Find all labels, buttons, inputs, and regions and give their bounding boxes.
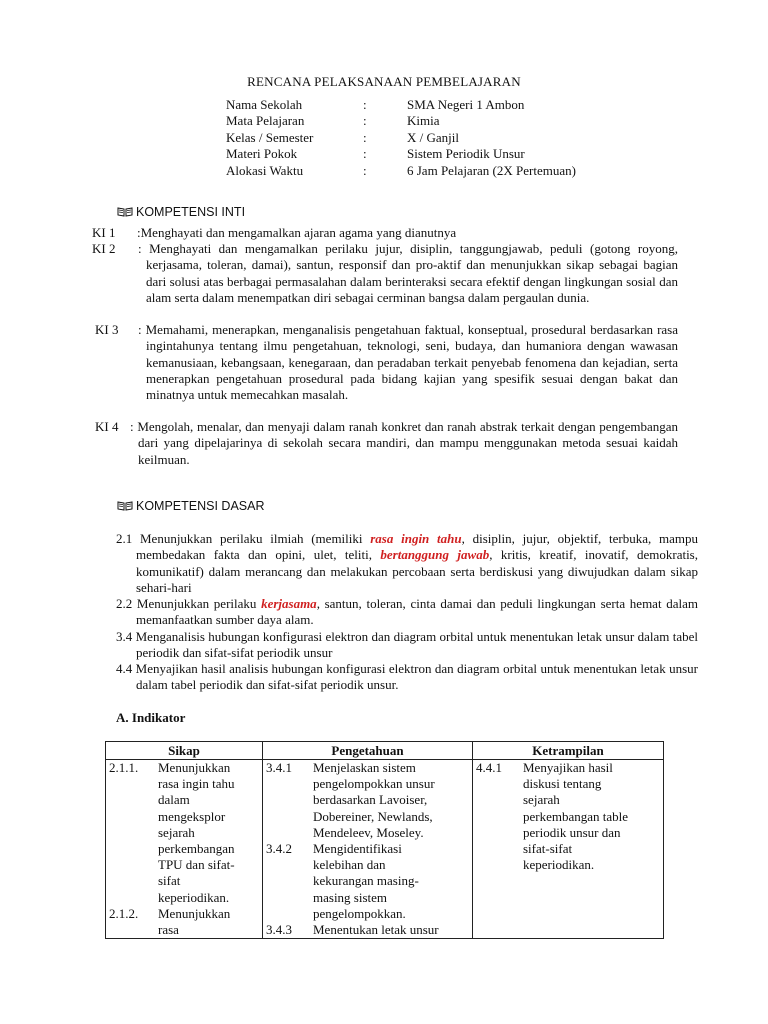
kd-heading-label: KOMPETENSI DASAR (136, 499, 265, 513)
kd-text: , santun, toleran, cinta damai dan peduli lingkungan serta hemat dalam memanfaatkan sumber daya alam. (136, 596, 698, 628)
ki-text: : Memahami, menerapkan, menganalisis pengetahuan faktual, konseptual, prosedural berdasarkan rasa ingintahunya tentang ilmu pengetahuan, teknologi, seni, budaya, dan humaniora dengan wawasan kemanusiaan, kebangsaan, kenegaraan, dan peradaban terkait penyebab fenomena dan kejadian, serta menerapkan pengetahuan prosedural pada bidang kajian yang spesifik sesuai dengan bakat dan minatnya untuk memecahkan masalah. (138, 322, 678, 403)
identity-colon: : (363, 162, 367, 178)
indicator-text-line: Mengidentifikasi (313, 841, 402, 857)
indicator-text-line: Menunjukkan (158, 905, 231, 921)
ki-label: KI 2 (92, 241, 116, 256)
indicator-text-line: Menentukan letak unsur (313, 922, 439, 938)
indicator-text-line: sifat-sifat (523, 841, 573, 857)
identity-value: Kimia (407, 113, 440, 129)
identity-value: Sistem Periodik Unsur (407, 146, 525, 162)
ki-label: KI 1 (92, 225, 116, 240)
indicator-text-line: Dobereiner, Newlands, (313, 808, 433, 824)
ki-1 (92, 225, 678, 241)
indicator-text-line: rasa ingin tahu (158, 776, 235, 792)
book-icon (117, 207, 133, 217)
kd-2-1 (116, 531, 698, 596)
indicator-text-line: pengelompokkan. (313, 905, 406, 921)
kd-text: 2.1 Menunjukkan perilaku ilmiah (memiliki (116, 531, 371, 546)
indicator-item (263, 760, 472, 841)
indicator-text-line: mengeksplor (158, 808, 226, 824)
indicator-number: 3.4.3 (266, 922, 292, 938)
indicator-text-line: TPU dan sifat- (158, 857, 235, 873)
identity-row (226, 97, 576, 113)
kd-highlight: kerjasama (261, 596, 317, 611)
identity-value: 6 Jam Pelajaran (2X Pertemuan) (407, 162, 576, 178)
kd-text: , disiplin, jujur, objektif, terbuka, mampu membedakan fakta dan opini, ulet, teliti, (136, 531, 699, 563)
kd-2-2 (116, 596, 698, 629)
indicator-number: 4.4.1 (476, 760, 502, 775)
indicator-number: 2.1.1. (109, 760, 139, 775)
indicator-text-line: Menyajikan hasil (523, 760, 613, 775)
indicator-item (106, 760, 262, 906)
identity-row (226, 130, 576, 146)
kd-text: 2.2 Menunjukkan perilaku (116, 596, 262, 611)
indicator-text-line: berdasarkan Lavoiser, (313, 792, 428, 808)
indicator-item (473, 760, 663, 873)
ki-3 (92, 322, 678, 403)
indicator-text-line: sifat (158, 873, 181, 889)
identity-key: Nama Sekolah (226, 97, 303, 112)
indicator-text-line: perkembangan (158, 841, 235, 857)
kd-3-4: 3.4 Menganalisis hubungan konfigurasi elektron dan diagram orbital untuk menentukan letak unsur dalam tabel periodik dan sifat-sifat periodik unsur (116, 629, 698, 661)
indikator-title: A. Indikator (116, 710, 186, 725)
pengetahuan-cell (263, 760, 473, 939)
identity-key: Alokasi Waktu (226, 162, 304, 178)
indicator-text-line: keperiodikan. (523, 857, 595, 873)
indicator-number: 3.4.2 (266, 841, 292, 857)
ki-heading (117, 205, 245, 219)
identity-value: X / Ganjil (407, 129, 459, 145)
identity-row (226, 113, 576, 129)
identity-row (226, 163, 576, 179)
identity-key: Kelas / Semester (226, 129, 314, 145)
col-header-ketrampilan: Ketrampilan (473, 742, 664, 760)
indicator-text-line: kekurangan masing- (313, 873, 419, 889)
indicator-text-line: kelebihan dan (313, 857, 386, 873)
indicator-text-line: pengelompokkan unsur (313, 776, 435, 792)
indicator-text-line: sejarah (523, 792, 560, 808)
indicator-text-line: rasa (158, 922, 179, 938)
ki-label: KI 3 (95, 322, 119, 337)
identity-colon: : (363, 129, 367, 145)
ki-text: : Mengolah, menalar, dan menyaji dalam ranah konkret dan ranah abstrak terkait dengan pengembangan dari yang dipelajarinya di sekolah secara mandiri, dan mampu menggunakan metoda sesuai kaidah keilmuan. (130, 419, 678, 467)
indicator-text-line: periodik unsur dan (523, 824, 621, 840)
kd-highlight: rasa ingin tahu (370, 531, 462, 546)
indicator-text-line: masing sistem (313, 889, 388, 905)
indicator-text-line: keperiodikan. (158, 889, 230, 905)
indicator-item (263, 841, 472, 922)
indicator-number: 2.1.2. (109, 905, 139, 921)
kd-4-4: 4.4 Menyajikan hasil analisis hubungan konfigurasi elektron dan diagram orbital untuk menentukan letak unsur dalam tabel periodik dan sifat-sifat periodik unsur. (116, 661, 698, 693)
ketrampilan-cell (473, 760, 664, 939)
indicator-text-line: dalam (158, 792, 190, 808)
identity-colon: : (363, 146, 367, 162)
identity-key: Materi Pokok (226, 146, 298, 162)
ki-label: KI 4 (95, 419, 119, 434)
kd-text: , kritis, kreatif, inovatif, demokratis, komunikatif) dalam merancang dan melakukan percobaan serta berdiskusi yang diwujudkan dalam sikap sehari-hari (136, 547, 698, 595)
identity-table (226, 97, 576, 179)
col-header-sikap: Sikap (106, 742, 263, 760)
ki-text: :Menghayati dan mengamalkan ajaran agama yang dianutnya (137, 225, 457, 240)
indicator-text-line: diskusi tentang (523, 776, 602, 792)
kd-heading (117, 499, 265, 513)
col-header-pengetahuan: Pengetahuan (263, 742, 473, 760)
identity-colon: : (363, 113, 367, 129)
identity-value: SMA Negeri 1 Ambon (407, 97, 525, 112)
book-icon (117, 501, 133, 511)
identity-row (226, 146, 576, 162)
ki-text: : Menghayati dan mengamalkan perilaku jujur, disiplin, tanggungjawab, peduli (gotong royong, kerjasama, toleran, damai), santun, responsif dan pro-aktif dan menunjukkan sikap sebagai bagian dari solusi atas berbagai permasalahan dalam berinteraksi secara efektif dengan lingkungan sosial dan alam serta dalam menempatkan diri sebagai cerminan bangsa dalam pergaulan dunia. (138, 241, 678, 305)
indicator-text-line: Menunjukkan (158, 760, 231, 775)
identity-colon: : (363, 97, 367, 112)
document-title: RENCANA PELAKSANAAN PEMBELAJARAN (247, 74, 521, 89)
identity-key: Mata Pelajaran (226, 113, 305, 129)
indicator-text-line: Mendeleev, Moseley. (313, 824, 424, 840)
indicator-text-line: Menjelaskan sistem (313, 760, 416, 775)
sikap-cell (106, 760, 263, 939)
ki-heading-label: KOMPETENSI INTI (136, 205, 246, 219)
indicator-item (263, 922, 472, 938)
indicator-item (106, 906, 262, 938)
indikator-table (105, 741, 664, 939)
ki-4 (92, 419, 678, 468)
ki-2 (92, 241, 678, 306)
kd-highlight: bertanggung jawab (380, 547, 490, 563)
indicator-text-line: sejarah (158, 824, 195, 840)
indicator-text-line: perkembangan table (523, 808, 629, 824)
indicator-number: 3.4.1 (266, 760, 292, 775)
